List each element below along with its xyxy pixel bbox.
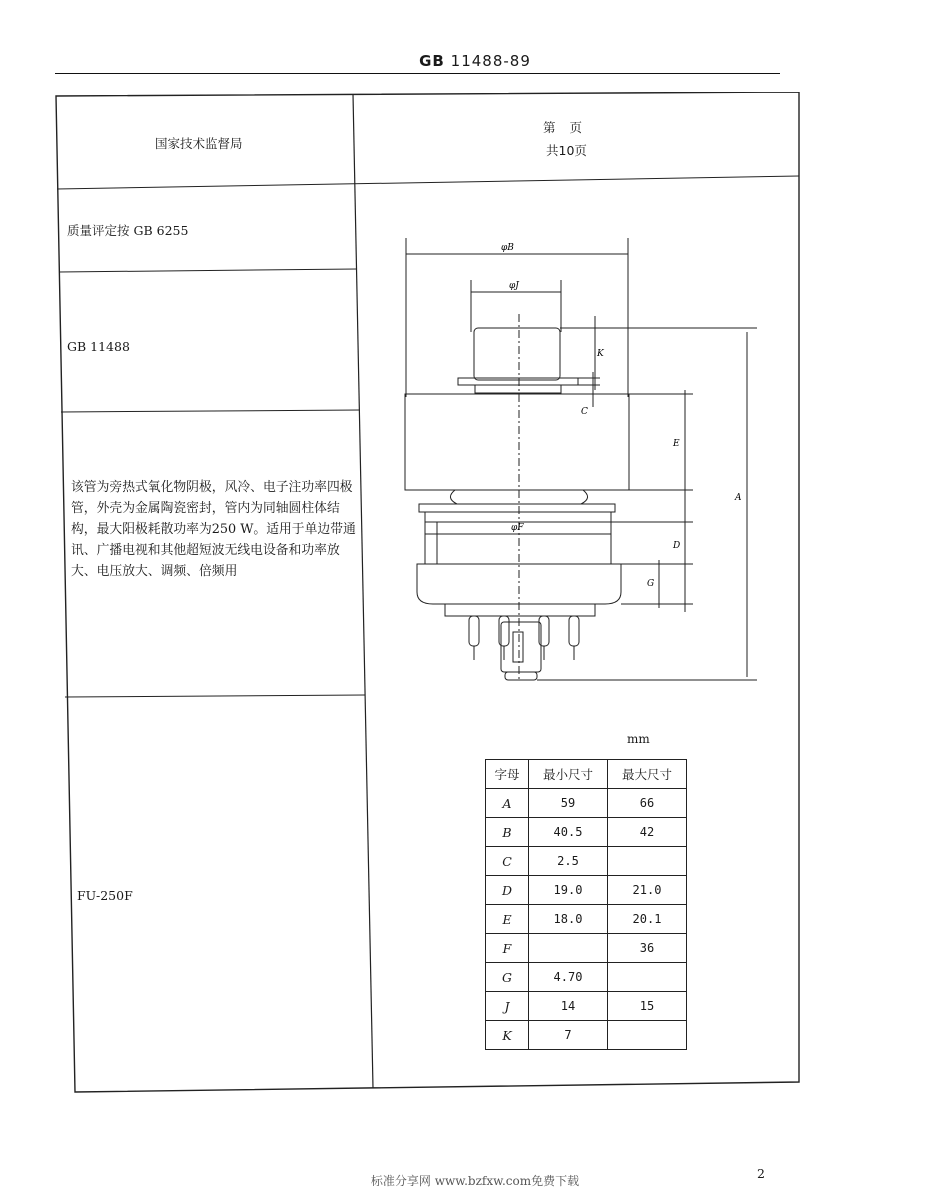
standard-header bbox=[0, 52, 950, 70]
table-row bbox=[486, 818, 687, 847]
dimensions-table bbox=[485, 759, 687, 1050]
cell-letter: A bbox=[486, 789, 529, 818]
header-rule bbox=[55, 73, 780, 74]
header-max: 最大尺寸 bbox=[608, 760, 687, 789]
header-min: 最小尺寸 bbox=[529, 760, 608, 789]
page-label: 第页 bbox=[543, 120, 597, 135]
download-watermark: 标准分享网 www.bzfxw.com免费下载 bbox=[370, 1174, 580, 1188]
table-row bbox=[486, 992, 687, 1021]
header-letter: 字母 bbox=[486, 760, 529, 789]
label-k: K bbox=[597, 349, 604, 359]
label-phi-b: φB bbox=[501, 243, 514, 253]
label-c: C bbox=[581, 407, 588, 417]
cell-max: 36 bbox=[608, 934, 687, 963]
label-phi-j: φJ bbox=[509, 281, 519, 291]
cell-max: 66 bbox=[608, 789, 687, 818]
cell-min: 7 bbox=[529, 1021, 608, 1050]
label-d: D bbox=[673, 541, 681, 551]
cell-min: 59 bbox=[529, 789, 608, 818]
agency-name: 国家技术监督局 bbox=[155, 136, 243, 151]
standard-number: GB 11488 bbox=[67, 339, 130, 354]
table-row bbox=[486, 876, 687, 905]
tube-description: 该管为旁热式氧化物阴极，风冷、电子注功率四极管，外壳为金属陶瓷密封，管内为同轴圆柱体结构，最大阳极耗散功率为250 W。适用于单边带通讯、广播电视和其他超短波无线电设备和功率放大、电压放大、调频、倍频用 bbox=[71, 480, 356, 579]
cell-max: 15 bbox=[608, 992, 687, 1021]
cell-letter: J bbox=[486, 992, 529, 1021]
cell-min: 14 bbox=[529, 992, 608, 1021]
cell-max: 42 bbox=[608, 818, 687, 847]
quality-assessment: 质量评定按 GB 6255 bbox=[67, 223, 189, 238]
table-row bbox=[486, 905, 687, 934]
cell-max bbox=[608, 1021, 687, 1050]
cell-letter: F bbox=[486, 934, 529, 963]
table-row bbox=[486, 963, 687, 992]
label-a: A bbox=[735, 493, 742, 503]
header-number: 11488-89 bbox=[450, 52, 531, 70]
table-header-row bbox=[486, 760, 687, 789]
cell-letter: E bbox=[486, 905, 529, 934]
cell-min: 40.5 bbox=[529, 818, 608, 847]
cell-max bbox=[608, 847, 687, 876]
page-total: 共10页 bbox=[546, 143, 587, 158]
table-row bbox=[486, 789, 687, 818]
table-row bbox=[486, 934, 687, 963]
tube-model: FU-250F bbox=[77, 888, 133, 903]
cell-max: 20.1 bbox=[608, 905, 687, 934]
cell-letter: C bbox=[486, 847, 529, 876]
label-phi-f: φF bbox=[511, 523, 524, 533]
tube-outline-drawing bbox=[385, 232, 785, 792]
table-row bbox=[486, 847, 687, 876]
cell-letter: B bbox=[486, 818, 529, 847]
page-number: 2 bbox=[757, 1166, 765, 1181]
cell-letter: K bbox=[486, 1021, 529, 1050]
table-row bbox=[486, 1021, 687, 1050]
label-e: E bbox=[673, 439, 680, 449]
cell-min: 2.5 bbox=[529, 847, 608, 876]
label-g: G bbox=[647, 579, 655, 589]
cell-max: 21.0 bbox=[608, 876, 687, 905]
cell-min: 18.0 bbox=[529, 905, 608, 934]
datasheet-frame bbox=[55, 92, 800, 1095]
cell-min bbox=[529, 934, 608, 963]
cell-letter: D bbox=[486, 876, 529, 905]
cell-max bbox=[608, 963, 687, 992]
header-prefix: GB bbox=[419, 52, 445, 70]
cell-letter: G bbox=[486, 963, 529, 992]
cell-min: 4.70 bbox=[529, 963, 608, 992]
cell-min: 19.0 bbox=[529, 876, 608, 905]
unit-label: mm bbox=[627, 732, 650, 746]
